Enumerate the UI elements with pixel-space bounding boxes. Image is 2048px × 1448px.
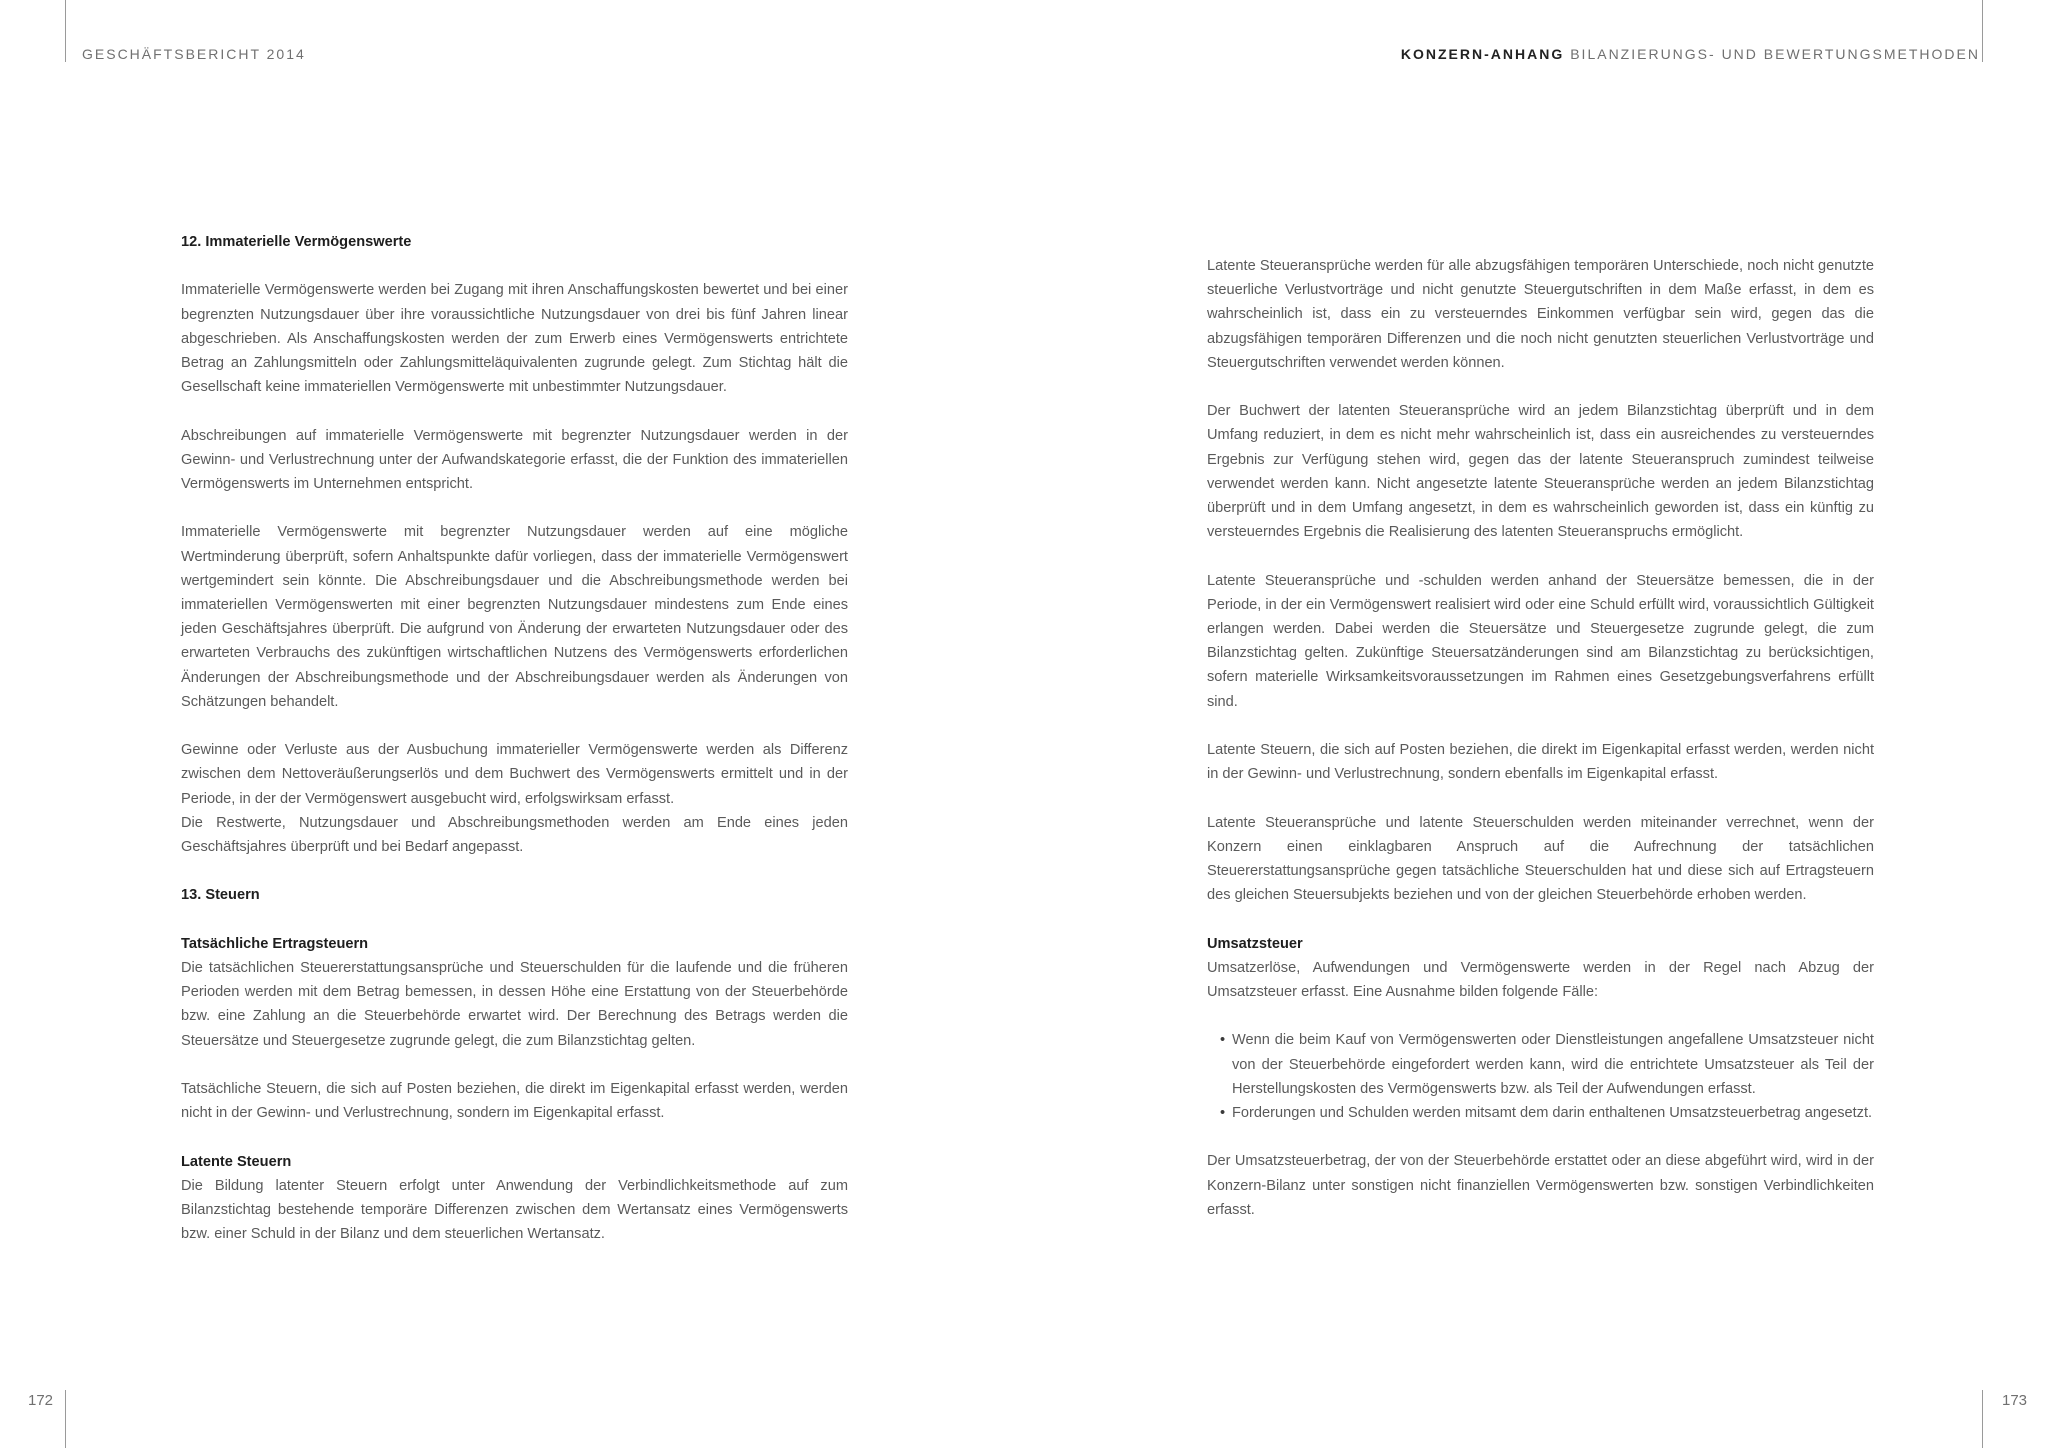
subheading-current-income-taxes: Tatsächliche Ertragsteuern <box>181 935 369 952</box>
subheading-deferred-taxes: Latente Steuern <box>181 1153 292 1170</box>
paragraph: Immaterielle Vermögenswerte werden bei Zugang mit ihren Anschaffungskosten bewertet und bei einer begrenzten Nutzungsdauer über ihre voraussichtliche Nutzungsdauer von drei bis fünf Jahren linear abgeschrieben. Als Anschaffungskosten werden der zum Erwerb eines Vermögenswerts entrichtete Betrag an Zahlungsmitteln oder Zahlungsmitteläquivalenten zugrunde gelegt. Zum Stichtag hält die Gesellschaft keine immateriellen Vermögenswerte mit unbestimmter Nutzungsdauer. <box>181 282 848 396</box>
bottom-right-rule <box>1982 1390 1983 1448</box>
list-item <box>1207 1028 1874 1101</box>
list-item <box>1207 1101 1874 1125</box>
top-right-rule <box>1982 0 1983 62</box>
running-header-right <box>1401 46 1980 62</box>
paragraph: Immaterielle Vermögenswerte mit begrenzter Nutzungsdauer werden auf eine mögliche Wertminderung überprüft, sofern Anhaltspunkte dafür vorliegen, dass der immaterielle Vermögenswert wertgemindert sein könnte. Die Abschreibungsdauer und die Abschreibungsmethode werden bei immateriellen Vermögenswerten mit einer begrenzten Nutzungsdauer mindestens zum Ende eines jeden Geschäftsjahres überprüft. Die aufgrund von Änderung der erwarteten Nutzungsdauer oder des erwarteten Verbrauchs des zukünftigen wirtschaftlichen Nutzens des Vermögenswerts erforderlichen Änderungen der Abschreibungsmethode und der Abschreibungsdauer werden als Änderungen von Schätzungen behandelt. <box>181 524 848 710</box>
paragraph: Latente Steueransprüche werden für alle abzugsfähigen temporären Unterschiede, noch nicht genutzte steuerliche Verlustvorträge und nicht genutzte Steuergutschriften in dem Maße erfasst, in dem es wahrscheinlich ist, dass ein zu versteuerndes Einkommen verfügbar sein wird, gegen das die abzugsfähigen temporären Differenzen und die noch nicht genutzten steuerlichen Verlustvorträge und Steuergutschriften verwendet werden können. <box>1207 258 1874 371</box>
paragraph: Tatsächliche Steuern, die sich auf Posten beziehen, die direkt im Eigenkapital erfasst werden, werden nicht in der Gewinn- und Verlustrechnung, sondern im Eigenkapital erfasst. <box>181 1081 848 1122</box>
paragraph: Abschreibungen auf immaterielle Vermögenswerte mit begrenzter Nutzungsdauer werden in der Gewinn- und Verlustrechnung unter der Aufwandskategorie erfasst, die der Funktion des immateriellen Vermögenswerts im Unternehmen entspricht. <box>181 427 848 492</box>
right-column <box>1207 254 1874 1246</box>
page-number-right: 173 <box>2002 1392 2028 1409</box>
running-header-left: GESCHÄFTSBERICHT 2014 <box>82 46 306 62</box>
paragraph: Umsatzerlöse, Aufwendungen und Vermögenswerte werden in der Regel nach Abzug der Umsatzsteuer erfasst. Eine Ausnahme bilden folgende Fälle: <box>1207 959 1874 1001</box>
paragraph: Der Umsatzsteuerbetrag, der von der Steuerbehörde erstattet oder an diese abgeführt wird, wird in der Konzern-Bilanz unter sonstigen nicht finanziellen Vermögenswerten bzw. sonstigen Verbindlichkeiten erfasst. <box>1207 1153 1874 1218</box>
list-item-text: Forderungen und Schulden werden mitsamt dem darin enthaltenen Umsatzsteuerbetrag angesetzt. <box>1232 1105 1873 1122</box>
left-column <box>181 230 848 1271</box>
paragraph: Latente Steueransprüche und latente Steuerschulden werden miteinander verrechnet, wenn der Konzern einen einklagbaren Anspruch auf die Aufrechnung der tatsächlichen Steuererstattungsansprüche gegen tatsächliche Steuerschulden hat und diese sich auf Ertragsteuern des gleichen Steuersubjekts beziehen und von der gleichen Steuerbehörde erhoben werden. <box>1207 814 1874 904</box>
page-number-left: 172 <box>28 1392 54 1409</box>
paragraph: Latente Steueransprüche und -schulden werden anhand der Steuersätze bemessen, die in der Periode, in der ein Vermögenswert realisiert wird oder eine Schuld erfüllt wird, voraussichtlich Gültigkeit erlangen werden. Dabei werden die Steuersätze und Steuergesetze zugrunde gelegt, die zum Bilanzstichtag gelten. Zukünftige Steuersatzänderungen sind am Bilanzstichtag zu berücksichtigen, sofern materielle Wirksamkeitsvoraussetzungen im Rahmen eines Gesetzgebungsverfahrens erfüllt sind. <box>1207 572 1874 710</box>
bottom-left-rule <box>65 1390 66 1448</box>
paragraph: Die Restwerte, Nutzungsdauer und Abschreibungsmethoden werden am Ende eines jeden Geschäftsjahres überprüft und bei Bedarf angepasst. <box>181 814 848 856</box>
paragraph: Gewinne oder Verluste aus der Ausbuchung immaterieller Vermögenswerte werden als Differenz zwischen dem Nettoveräußerungserlös und dem Buchwert des Vermögenswerts ermittelt und in der Periode, in der der Vermögenswert ausgebucht wird, erfolgswirksam erfasst. <box>181 742 848 807</box>
bullet-list <box>1207 1028 1874 1125</box>
list-item-text: Wenn die beim Kauf von Vermögenswerten oder Dienstleistungen angefallene Umsatzsteuer nicht von der Steuerbehörde eingefordert werden kann, wird die entrichtete Umsatzsteuer als Teil der Herstellungskosten des Vermögenswerts bzw. als Teil der Aufwendungen erfasst. <box>1232 1032 1874 1097</box>
paragraph: Der Buchwert der latenten Steueransprüche wird an jedem Bilanzstichtag überprüft und in dem Umfang reduziert, in dem es nicht mehr wahrscheinlich ist, dass ein ausreichendes zu versteuerndes Ergebnis zur Verfügung stehen wird, gegen das der latente Steueranspruch zumindest teilweise verwendet werden kann. Nicht angesetzte latente Steueransprüche werden an jedem Bilanzstichtag überprüft und in dem Umfang angesetzt, in dem es wahrscheinlich geworden ist, dass ein künftig zu versteuerndes Ergebnis die Realisierung des latenten Steueranspruchs ermöglicht. <box>1207 403 1874 541</box>
paragraph: Die Bildung latenter Steuern erfolgt unter Anwendung der Verbindlichkeitsmethode auf zum Bilanzstichtag bestehende temporäre Differenzen zwischen dem Wertansatz eines Vermögenswerts bzw. einer Schuld in der Bilanz und dem steuerlichen Wertansatz. <box>181 1177 848 1243</box>
top-left-rule <box>65 0 66 62</box>
section-heading-taxes: 13. Steuern <box>181 887 260 904</box>
paragraph: Die tatsächlichen Steuererstattungsansprüche und Steuerschulden für die laufende und die früheren Perioden werden mit dem Betrag bemessen, in dessen Höhe eine Erstattung von der Steuerbehörde bzw. eine Zahlung an die Steuerbehörde erwartet wird. Der Berechnung des Betrags werden die Steuersätze und Steuergesetze zugrunde gelegt, die zum Bilanzstichtag gelten. <box>181 960 848 1049</box>
subheading-sales-tax: Umsatzsteuer <box>1207 935 1303 952</box>
bullet-icon: • <box>1220 1105 1226 1122</box>
paragraph: Latente Steuern, die sich auf Posten beziehen, die direkt im Eigenkapital erfasst werden, werden nicht in der Gewinn- und Verlustrechnung, sondern ebenfalls im Eigenkapital erfasst. <box>1207 742 1874 783</box>
bullet-icon: • <box>1220 1032 1226 1049</box>
header-subsection: BILANZIERUNGS- UND BEWERTUNGSMETHODEN <box>1570 46 1980 62</box>
header-section: KONZERN-ANHANG <box>1400 46 1565 62</box>
section-heading-intangible-assets: 12. Immaterielle Vermögenswerte <box>181 234 412 250</box>
